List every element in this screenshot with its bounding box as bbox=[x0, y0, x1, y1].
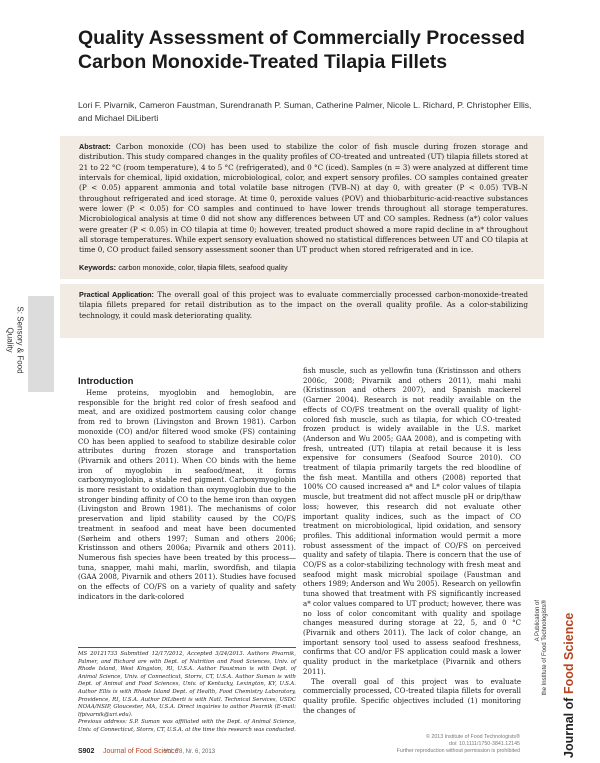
author-list-line-2: and Michael DiLiberti bbox=[78, 112, 159, 123]
footer-journal-name: Journal of Food Science bbox=[103, 748, 179, 755]
right-column bbox=[303, 366, 521, 715]
side-tab-line-2: Quality bbox=[6, 327, 15, 353]
author-list-line-1: Lori F. Pivarnik, Cameron Faustman, Surendranath P. Suman, Catherine Palmer, Nicole L. Richard, P. Christopher Ellis, bbox=[78, 100, 532, 110]
practical-application-box bbox=[60, 284, 544, 338]
practical-application-paragraph bbox=[79, 290, 528, 321]
article-title-line-2: Carbon Monoxide-Treated Tilapia Fillets bbox=[78, 51, 448, 73]
section-side-tab-label bbox=[6, 292, 25, 388]
footnote-ms: MS 20121733 Submitted 12/17/2012, Accepted 3/24/2013. Authors Pivarnik, Palmer, and Richard are with Dept. of Nutrition and Food Sciences, Univ. of Rhode Island, West Kingston, RI, U.S.A. Author Faustman is with Dept. of Animal Science, Univ. of Connecticut, Storrs, CT, U.S.A. Author Suman is with Dept. of Animal and Food Sciences, Univ. of Kentucky, Lexington, KY, U.S.A. Author Ellis is with Rhode Island Dept. of Health, Food Chemistry Laboratory, Providence, RI, U.S.A. Author DiLiberti is with Natl. Technical Services, USDC NOAA/NSIP, Gloucester, MA, U.S.A. Direct inquiries to author Pivarnik (E-mail: lfpivarnik@uri.edu). bbox=[78, 651, 296, 718]
intro-paragraph-1: Heme proteins, myoglobin and hemoglobin, are responsible for the bright red color of fresh seafood and meat, and are oxidized postmortem causing color change from red to brown (Livingston and Brown 1981). Carbon monoxide (CO) and/or filtered wood smoke (FS) containing CO has been applied to seafood to stabilize desirable color attributes during frozen storage and transportation (Pivarnik and others 2011). When CO binds with the heme iron of myoglobin in seafood/meat, it forms carboxymyoglobin, a stable red pigment. Carboxymyoglobin is more resistant to oxidation than oxymyoglobin due to the stronger binding affinity of CO to the heme iron than oxygen (Livingston and Brown 1981). The mechanisms of color preservation and lipid stability caused by the CO/FS treatment in seafood and meat have been documented (Sørheim and others 1997; Suman and others 2006; Kristinsson and others 2006a; Pivarnik and others 2011). Numerous fish species have been treated by this process—tuna, snapper, mahi mahi, marlin, swordfish, and tilapia (GAA 2008, Pivarnik and others 2011). Studies have focused on the effects of CO/FS on a variety of quality and safety indicators in the dark-colored bbox=[78, 388, 296, 601]
footnote-previous-address: Previous address: S.P. Suman was affiliated with the Dept. of Animal Science, Univ. of Connecticut, Storrs, CT, U.S.A. at the time this research was conducted. bbox=[78, 719, 296, 733]
journal-logo bbox=[522, 560, 582, 760]
footnote bbox=[78, 651, 296, 735]
footnote-divider bbox=[78, 647, 296, 648]
abstract-box bbox=[60, 136, 544, 279]
keywords-text: carbon monoxide, color, tilapia fillets, seafood quality bbox=[118, 262, 288, 272]
abstract-paragraph bbox=[79, 142, 528, 256]
practical-application-text: The overall goal of this project was to evaluate commercially processed carbon-monoxide-treated tilapia fillets prepared for retail distribution as to the impact on the overall quality profile. As a color-stabilizing technology, it could mask deteriorating quality. bbox=[79, 290, 528, 320]
article-title bbox=[78, 26, 548, 74]
keywords-line bbox=[79, 263, 528, 272]
logo-publication-line-2: the Institute of Food Technologists® bbox=[542, 600, 548, 696]
author-list bbox=[78, 99, 548, 124]
logo-wordmark-journal-of: Journal of bbox=[562, 697, 576, 758]
footer-volume: Vol. 78, Nr. 6, 2013 bbox=[164, 748, 216, 755]
intro-paragraph-objectives: The overall goal of this project was to evaluate commercially processed, CO-treated tilapia fillets for overall quality profile. Specific objectives included (1) monitoring the changes of bbox=[303, 676, 521, 715]
section-side-tab bbox=[28, 296, 54, 392]
article-title-line-1: Quality Assessment of Commercially Processed bbox=[78, 27, 525, 49]
logo-publication-line-1: A Publication of bbox=[535, 600, 541, 642]
footer-doi: doi: 10.1111/1750-3841.12145 bbox=[449, 741, 520, 748]
introduction-heading: Introduction bbox=[78, 376, 134, 387]
footer-permission: Further reproduction without permission is prohibited bbox=[396, 748, 520, 755]
logo-wordmark-food-science: Food Science bbox=[562, 612, 576, 694]
footer-copyright: © 2013 Institute of Food Technologists® bbox=[426, 734, 520, 740]
footer-page-number: S902 bbox=[78, 748, 95, 755]
intro-paragraph-continued: fish muscle, such as yellowfin tuna (Kristinsson and others 2006c, 2008; Pivarnik and others 2011), mahi mahi (Kristinsson and others 2007), and Spanish mackerel (Garner 2004). Research is not readily available on the effects of CO/FS treatment on the overall quality of light-colored fish muscle, such as tilapia, for which CO-treated frozen product is widely available in the U.S. market (Anderson and Wu 2005; GAA 2008), and is competing with fresh, untreated (UT) tilapia at retail because it is less expensive for consumers (Seafood Source 2010). CO treatment of tilapia primarily targets the red bloodline of the fish meat. Mantilla and others (2008) reported that 100% CO caused increased a* and L* color values of tilapia muscle, but treatment did not affect muscle pH or drip/thaw loss; however, this research did not evaluate other important quality indices, such as the impact of CO treatment on microbiological, lipid oxidation, and sensory profiles. This additional information would permit a more robust assessment of the impact of CO/FS on perceived quality and safety of tilapia. There is concern that the use of CO/FS as a color-stabilizing technology with fresh meat and seafood might mask microbial spoilage (Faustman and others 1989; Anderson and Wu 2005). Research on yellowfin tuna showed that treatment with FS significantly increased a* color values compared to UT product; however, there was no loss of color concomitant with quality and spoilage changes measured during storage at 22, 5, and 0 °C (Pivarnik and others 2011). The lack of color change, an important sensory tool used to assess seafood freshness, confirms that CO and/or FS application could mask a lower quality product in the marketplace (Pivarnik and others 2011). bbox=[303, 366, 521, 676]
side-tab-line-1: S: Sensory & Food bbox=[15, 306, 25, 374]
abstract-text: Carbon monoxide (CO) has been used to stabilize the color of fish muscle during frozen storage and distribution. This study compared changes in the quality profiles of CO-treated and untreated (UT) tilapia fillets stored at 21 to 22 °C (room temperature), 4 to 5 °C (refrigerated), and 0 °C (iced). Samples (n = 3) were analyzed at different time intervals for chemical, lipid oxidation, microbiological, color, and expert sensory profiles. CO samples contained greater (P < 0.05) apparent ammonia and total volatile base nitrogen (TVB–N) at day 0, with greater (P < 0.05) TVB–N throughout refrigerated and iced storage. At time 0, peroxide values (POV) and thiobarbituric-acid-reactive substances were lower (P < 0.05) for CO samples and continued to have lower trends throughout all storage temperatures. Microbiological analysis at time 0 did not show any differences between UT and CO samples. Redness (a*) color values were greater (P < 0.05) in CO tilapia at time 0; however, treated product showed a more rapid decline in a* throughout all storage temperatures. While expert sensory evaluation showed no statistical differences between UT and CO tilapia at time 0, CO product failed sensory assessment sooner than UT product when stored refrigerated and in ice. bbox=[79, 142, 529, 255]
footer-copyright-block bbox=[370, 734, 520, 756]
keywords-label: Keywords: bbox=[79, 262, 117, 272]
abstract-label: Abstract: bbox=[79, 142, 111, 151]
left-column bbox=[78, 388, 296, 601]
practical-application-label: Practical Application: bbox=[79, 290, 154, 299]
